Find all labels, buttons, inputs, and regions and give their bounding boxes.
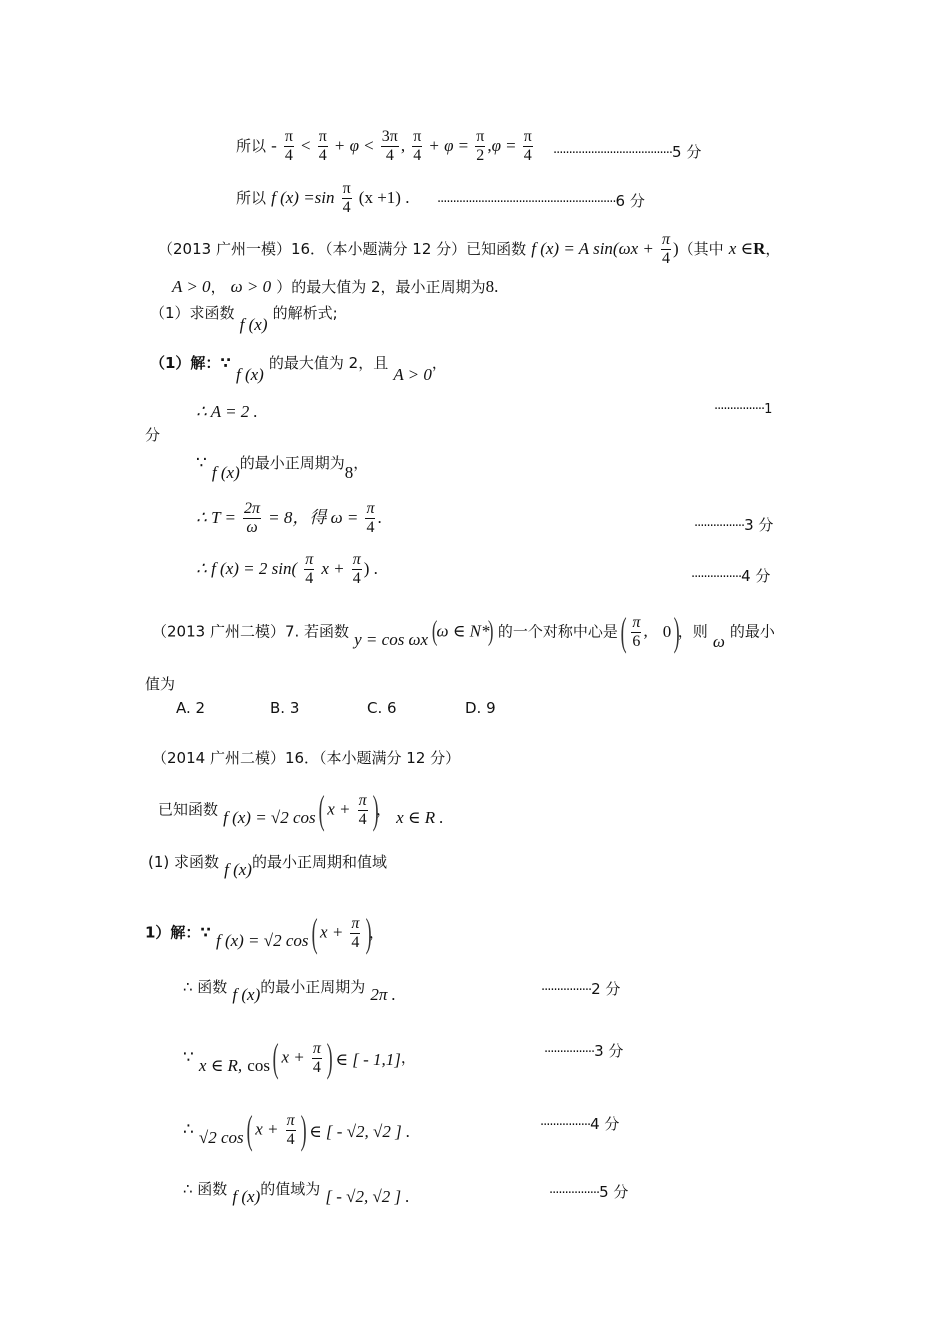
eq-sign: = — [506, 136, 516, 155]
q7-2013-statement: （2013 广州二模）7. 若函数 y = cos ωx (ω ∈ N*) 的一个对称中心是 ( $\frac{\pi}{6}$ , 0 )，则 ω 的最小 — [152, 609, 775, 654]
frac-den: 2 — [476, 147, 485, 164]
step4-mid: x + — [321, 559, 345, 578]
score-marker-2014-step4 — [549, 1181, 628, 1202]
step4-pre: ∴ 函数 — [183, 1180, 228, 1198]
function-fx: f (x) — [232, 1187, 261, 1206]
frac-num: π — [284, 128, 293, 145]
period-value: 8 — [485, 277, 495, 296]
frac-num: π — [358, 791, 367, 809]
function-expr: y = cos ωx — [354, 629, 429, 649]
frac-num: 2π — [244, 500, 261, 517]
therefore-symbol: ∴ — [183, 1119, 194, 1140]
step1-mid: 的最小正周期为 — [260, 978, 366, 996]
domain-expr: x ∈ — [728, 239, 754, 258]
part1-tail: 的解析式; — [272, 304, 338, 322]
score-marker-2014-step1 — [541, 978, 620, 999]
q16-2014-step4 — [183, 1180, 410, 1206]
function-fx: f (x) — [211, 463, 240, 482]
omega-symbol: ω — [712, 631, 725, 651]
fraction-pi-over-4 — [342, 180, 352, 217]
frac-den: 4 — [366, 519, 375, 536]
eq-sign: = — [458, 136, 469, 155]
q16-2014-step3: ∴ √2 cos ( x + $\frac{\pi}{4}$ ) ∈ [ - √2, √2 ] . — [183, 1107, 411, 1152]
lt-sign: < — [301, 136, 311, 155]
step4-expr: ∴ f (x) = 2 sin( — [196, 559, 298, 578]
frac-den: 4 — [413, 147, 422, 164]
derivation-line-1 — [236, 128, 535, 165]
frac-num: π — [318, 128, 327, 145]
q16-2014-source — [152, 751, 460, 766]
frac-num: π — [632, 613, 641, 631]
score-marker-2014-step3 — [540, 1113, 619, 1134]
because-symbol: ∵ — [183, 1047, 194, 1068]
q16-2013-statement-line2: A > 0， ω > 0 ）的最大值为 2，最小正周期为8. — [172, 277, 499, 296]
fraction-pi-over-6 — [631, 614, 641, 651]
score-marker-line1 — [553, 141, 701, 162]
part1-tail: 的最小正周期和值域 — [251, 853, 387, 871]
score-label: 3 分 — [744, 516, 774, 534]
phi-symbol: φ — [349, 136, 359, 155]
comma: ， — [765, 240, 781, 258]
function-fx: f (x) — [235, 365, 264, 384]
derivation-line-2 — [236, 180, 409, 217]
frac-den: 6 — [632, 632, 641, 650]
q16-2013-step3 — [196, 500, 382, 537]
frac-num: π — [523, 128, 532, 145]
function-fx: f (x) — [232, 985, 261, 1004]
fraction-pi-over-4 — [412, 128, 422, 165]
fraction-pi-over-4 — [352, 551, 362, 588]
solution-head: 1）解：∵ — [145, 923, 211, 942]
statement-mid: 的一个对称中心是 — [497, 622, 618, 641]
comma: ， — [400, 1048, 416, 1067]
step2-mid: 的最小正周期为 — [239, 454, 345, 472]
score-marker-line2 — [437, 190, 645, 211]
minus-sign: - — [271, 136, 277, 155]
q7-2013-line2 — [145, 677, 175, 692]
function-fx: f (x) — [224, 860, 252, 879]
score-label: 2 分 — [591, 980, 621, 998]
text-suoyi: 所以 — [236, 189, 267, 207]
dot: . — [377, 508, 382, 527]
paren-open: ( — [432, 616, 438, 647]
reals-symbol: R — [753, 239, 766, 258]
q16-2014-step1 — [183, 978, 396, 1004]
fraction-3pi-over-4 — [381, 128, 399, 165]
frac-den: 4 — [284, 147, 293, 164]
paren-close: ) — [365, 910, 372, 955]
leader-dots: ················ — [541, 983, 592, 998]
q16-2013-part1 — [150, 304, 338, 334]
fraction-pi-over-4 — [284, 128, 294, 165]
phi-symbol: φ — [491, 136, 501, 155]
q7-2013-options — [176, 699, 496, 717]
condition-A: A > 0 — [172, 277, 211, 296]
step1-pre: ∴ 函数 — [183, 978, 228, 996]
question-source: （2013 广州一模）16．（本小题满分 12 分）已知函数 — [158, 240, 527, 258]
fraction-pi-over-4 — [304, 551, 314, 588]
frac-num: π — [661, 231, 670, 248]
statement-tail2: 的最小 — [729, 622, 775, 641]
range-expr: ∈ [ - √2, √2 ] . — [309, 1121, 411, 1141]
score-label: 5 分 — [599, 1183, 629, 1201]
step4-mid: 的值域为 — [260, 1180, 321, 1198]
range-expr: ∈ [ - 1,1] — [335, 1049, 401, 1069]
frac-num: π — [351, 914, 360, 932]
leader-dots: ················ — [691, 570, 742, 585]
q16-2013-step2 — [196, 453, 369, 482]
frac-num: π — [352, 551, 361, 568]
option-b: B. 3 — [270, 699, 300, 717]
function-expr: f (x) =sin — [271, 188, 335, 207]
frac-num: π — [342, 180, 351, 197]
fraction-pi-over-2 — [475, 128, 485, 165]
score-marker-2014-step2 — [544, 1040, 623, 1061]
plus-sign: + — [429, 136, 439, 155]
question-source: （2014 广州二模）16．（本小题满分 12 分） — [152, 749, 461, 767]
paren-close: ) — [326, 1035, 333, 1080]
fraction-pi-over-4 — [350, 915, 360, 952]
q16-2013-statement — [158, 231, 780, 268]
frac-den: 4 — [385, 147, 394, 164]
function-arg: (x +1) . — [358, 188, 410, 207]
frac-den: 4 — [523, 147, 532, 164]
score-marker-step3 — [694, 514, 773, 535]
range-expr: [ - √2, √2 ] . — [325, 1187, 410, 1206]
leader-dots: ················ — [694, 519, 745, 534]
q16-2014-solution-head: 1）解：∵ f (x) = √2 cos ( x + $\frac{\pi}{4}$ )， — [145, 910, 384, 955]
period-dot: . — [494, 277, 499, 296]
comma: , — [400, 136, 406, 155]
paren-close: ) — [372, 787, 379, 832]
q16-2014-part1 — [148, 853, 387, 879]
fraction-pi-over-4 — [312, 1040, 322, 1077]
condition-tail: ）的最大值为 2，最小正周期为 — [276, 278, 486, 296]
frac-num: π — [312, 1039, 321, 1057]
fraction-pi-over-4 — [365, 500, 375, 537]
period-T: ∴ T = — [196, 508, 236, 527]
q16-2013-step4 — [196, 551, 378, 588]
frac-den: 4 — [351, 933, 360, 951]
solution-mid: 的最大值为 2，且 — [268, 354, 389, 372]
leader-dots: ················ — [549, 1186, 600, 1201]
option-c: C. 6 — [367, 699, 397, 717]
domain-expr: x ∈ R, — [198, 1055, 243, 1075]
comma: , — [487, 136, 492, 155]
leader-dots: ················ — [544, 1045, 595, 1060]
score-marker-step4 — [691, 565, 770, 586]
frac-den: 4 — [352, 570, 361, 587]
score-label: 分 — [145, 426, 161, 444]
q16-2014-statement: 已知函数 f (x) = √2 cos ( x + $\frac{\pi}{4}$ )， x ∈ R . — [158, 787, 444, 832]
frac-den: 4 — [305, 570, 314, 587]
statement-line2: 值为 — [145, 675, 176, 693]
frac-den: 4 — [358, 810, 367, 828]
frac-num: 3π — [381, 128, 398, 145]
fraction-pi-over-4 — [286, 1112, 296, 1149]
option-a: A. 2 — [176, 699, 206, 717]
paren-close: ) — [672, 239, 679, 258]
condition-omega: ω ∈ N* — [436, 621, 490, 641]
function-expr: f (x) = √2 cos — [215, 930, 309, 950]
solution-head: （1）解：∵ — [150, 354, 231, 372]
paren-close: ) — [674, 609, 681, 654]
part1-label: （1）求函数 — [150, 304, 235, 322]
frac-den: 4 — [286, 1130, 295, 1148]
score-label: 3 分 — [594, 1042, 624, 1060]
statement-tail: ，则 — [677, 622, 708, 641]
score-fen-wrap — [145, 428, 160, 443]
q16-2014-step2: ∵ x ∈ R, cos ( x + $\frac{\pi}{4}$ ) ∈ [ - 1,1]， — [183, 1035, 416, 1080]
text-suoyi: 所以 — [236, 137, 267, 155]
step3-mid: = 8，得 ω = — [268, 508, 359, 527]
fraction-pi-over-4 — [318, 128, 328, 165]
frac-den: 4 — [661, 250, 670, 267]
frac-den: ω — [246, 519, 258, 536]
paren-close: ) — [488, 616, 494, 647]
part1-label: (1) 求函数 — [148, 853, 220, 871]
frac-den: 4 — [312, 1058, 321, 1076]
domain-expr: x ∈ R . — [396, 807, 444, 827]
option-d: D. 9 — [465, 699, 496, 717]
phi-symbol: φ — [444, 136, 454, 155]
frac-num: π — [476, 128, 485, 145]
plus-sign: + — [334, 136, 345, 155]
function-fx: f (x) — [239, 315, 268, 334]
score-label: 5 分 — [672, 143, 702, 161]
comma: ， — [353, 454, 369, 472]
step1-expr: ∴ A = 2 . — [196, 402, 258, 421]
condition-omega: ω > 0 — [230, 277, 272, 296]
fraction-pi-over-4 — [358, 792, 368, 829]
frac-num: π — [413, 128, 422, 145]
function-expr: f (x) = A sin(ωx + — [531, 239, 654, 258]
frac-num: π — [366, 500, 375, 517]
q16-2013-solution-head — [150, 354, 447, 384]
frac-num: π — [286, 1111, 295, 1129]
paren-open: ( — [272, 1035, 279, 1080]
score-marker-step1 — [714, 399, 771, 417]
leader-dots: ················1 — [714, 402, 772, 417]
leader-dots: ················ — [540, 1118, 591, 1133]
paren-open: ( — [620, 609, 627, 654]
score-label: 6 分 — [615, 192, 645, 210]
condition-A: A > 0 — [393, 365, 432, 384]
lt-sign: < — [364, 136, 374, 155]
leader-dots: ························································· — [437, 195, 616, 210]
given-text: 已知函数 — [158, 800, 219, 819]
question-source: （2013 广州二模）7. 若函数 — [152, 622, 350, 641]
paren-open: ( — [246, 1107, 253, 1152]
paren-close: ) — [300, 1107, 307, 1152]
fraction-pi-over-4 — [661, 231, 671, 268]
fraction-pi-over-4 — [523, 128, 533, 165]
period-value: 2π . — [370, 985, 396, 1004]
step4-end: ) . — [363, 559, 378, 578]
score-label: 4 分 — [590, 1115, 620, 1133]
condition-text: （其中 — [678, 240, 724, 258]
period-value: 8 — [344, 463, 354, 482]
comma: ， — [431, 354, 447, 372]
point-zero: 0 — [662, 621, 672, 641]
because-symbol: ∵ — [196, 453, 207, 473]
paren-open: ( — [318, 787, 325, 832]
function-expr: f (x) = √2 cos — [223, 807, 316, 827]
score-label: 4 分 — [741, 567, 771, 585]
frac-den: 4 — [342, 199, 351, 216]
frac-den: 4 — [318, 147, 327, 164]
cos-label: cos — [247, 1055, 270, 1075]
frac-num: π — [305, 551, 314, 568]
q16-2013-step1 — [196, 403, 258, 420]
fraction-2pi-over-omega — [243, 500, 261, 537]
leader-dots: ······································ — [553, 146, 673, 161]
paren-open: ( — [311, 910, 318, 955]
